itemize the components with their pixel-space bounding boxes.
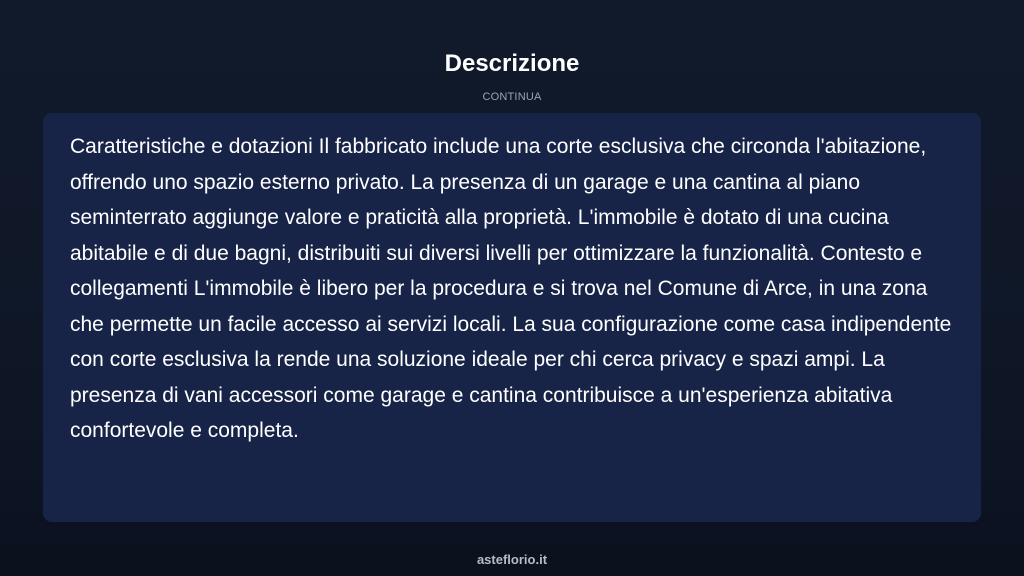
page-title: Descrizione [444,50,580,77]
footer-site-label: asteflorio.it [476,552,548,567]
description-text: Caratteristiche e dotazioni Il fabbricato include una corte esclusiva che circonda l'abitazione, offrendo uno spazio esterno privato. La presenza di un garage e una cantina al piano seminterrato aggiunge valore e praticità alla proprietà. L'immobile è dotato di una cucina abitabile e di due bagni, distribuiti sui diversi livelli per ottimizzare la funzionalità. Contesto e collegamenti L'immobile è libero per la procedura e si trova nel Comune di Arce, in una zona che permette un facile accesso ai servizi locali. La sua configurazione come casa indipendente con corte esclusiva la rende una soluzione ideale per chi cerca privacy e spazi ampi. La presenza di vani accessori come garage e cantina contribuisce a un'esperienza abitativa confortevole e completa. [70,135,952,442]
description-card [43,113,981,522]
continue-label: CONTINUA [482,91,542,103]
